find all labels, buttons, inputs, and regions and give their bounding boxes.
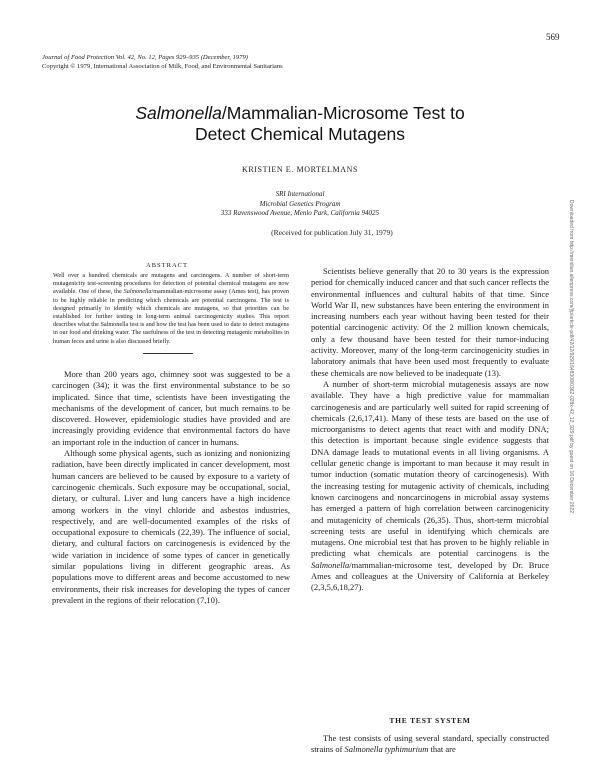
affiliation-line2: Microbial Genetics Program — [259, 199, 341, 208]
author-name: KRISTIEN E. MORTELMANS — [241, 165, 359, 174]
affiliation-line1: SRI International — [275, 190, 325, 198]
download-watermark: Downloaded from http://meridian.allenpress.com/jfp/article-pdf/42/12/929/1648308/0362-028x-42_12_929.pdf by guest on 16 December 2022 — [568, 200, 574, 513]
test-text-after: that are — [428, 744, 456, 755]
page-number: 569 — [546, 32, 560, 42]
left-column — [52, 369, 290, 606]
test-italic: Salmonella typhimurium — [344, 744, 429, 755]
abstract-text-before: Well over a hundred chemicals are mutagens and carcinogens. A number of short-term mutagenicity test-screening procedures for detection of potential chemical mutagens are now available. One of these, the — [53, 272, 289, 296]
left-paragraph-1: More than 200 years ago, chimney soot was suggested to be a carcinogen (34); it was the first environmental substance to be so implicated. Since that time, scientists have been investigating the mechanisms of the development of cancer, but much remains to be discovered. However, epidemiologic studies have provided and are increasingly providing evidence that environmental factors do have an important role in the induction of cancer in humans. — [52, 369, 290, 447]
title-italic-part: Salmonella — [135, 103, 222, 123]
received-date — [60, 228, 540, 237]
right-p2-after: /mammalian-microsome test, developed by Dr. Bruce Ames and colleagues at the University of California at Berkeley (2,3,5,6,18,27). — [311, 559, 549, 593]
right-p2-before: A number of short-term microbial mutagenesis assays are now available. They have a high predictive value for mammalian carcinogenesis and are particularly well suited for rapid screening of chemicals (2,6,17,41). Many of these tests are based on the use of microorganisms to detect agents that react with and modify DNA; this detection is important because single evidence suggests that DNA damage leads to mutational events in all living organisms. A cellular genetic change is important to man because it may result in tumor induction (somatic mutation theory of carcinogenesis). With the increasing testing for mutagenic activity of chemicals, including known carcinogens and noncarcinogens in microbial assay systems has emerged a pattern of high correlation between carcinogenicity and mutagenicity of chemicals (26,35). Thus, short-term microbial screening tests are useful in identifying which chemicals are mutagens. One microbial test that has proven to be highly reliable in predicting what chemicals are potential carcinogens is the — [311, 378, 549, 559]
left-paragraph-2: Although some physical agents, such as ionizing and nonionizing radiation, have been directly implicated in cancer development, most human cancers are believed to be caused by exposure to a variety of carcinogenic chemicals. Such exposure may be occupational, social, dietary, or cultural. Liver and lung cancers have a high incidence among workers in the vinyl chloride and asbestos industries, respectively, and are well-documented examples of the risks of occupational exposure to chemicals (22,39). The influence of social, dietary, and cultural factors on carcinogenesis is evidenced by the wide variation in incidence of some types of cancer in genetically similar populations living in different geographic areas. As populations move to different areas and become accustomed to new environments, their risk increases for developing the types of cancer prevalent in the regions of their relocation (7,10). — [52, 448, 290, 605]
author-affiliation — [60, 190, 540, 219]
section-divider — [143, 353, 193, 354]
right-column — [311, 266, 549, 594]
journal-header — [42, 54, 502, 71]
test-text-before: The test consists of using several standard, specially constructed strains of — [311, 733, 549, 755]
title-line2: Detect Chemical Mutagens — [194, 124, 406, 144]
test-system-paragraph — [311, 733, 549, 756]
right-p2-italic: Salmonella — [311, 559, 350, 570]
right-paragraph-1: Scientists believe generally that 20 to 30 years is the expression period for chemically induced cancer and that such cancer reflects the environmental influences and cultural habits of that time. Since World War II, new substances have been entering the environment in increasing numbers each year without having been tested for their potential carcinogenic activity. Of the 2 million known chemicals, only a few thousand have been tested for their tumor-inducing activity. Moreover, many of the long-term carcinogenicity studies in laboratory animals that have been used most frequently to evaluate these chemicals are now believed to be inadequate (13). — [311, 266, 549, 378]
received-text: (Received for publication July 31, 1979) — [271, 228, 393, 237]
abstract-text-after: /mammalian-microsome assay (Ames test), has proven to be highly reliable in predicting which chemicals are potential carcinogens. The test is designed primarily to identify which chemicals are mutagens, so that priorities can be established for further testing in long-term animal carcinogenicity studies. This report describes what the Salmonella test is and how the test has been used to date to detect mutagens in our food and drinking water. The usefulness of the test in detecting mutagenic metabolites in human feces and urine is also discussed briefly. — [53, 288, 289, 345]
journal-citation: Journal of Food Protection Vol. 42, No. 12, Pages 929–935 (December, 1979) — [42, 54, 248, 61]
abstract-heading: ABSTRACT — [146, 262, 188, 269]
abstract-italic: Salmonella — [123, 288, 152, 296]
title-line1-rest: /Mammalian-Microsome Test to — [221, 103, 465, 123]
journal-copyright: Copyright © 1979, International Association of Milk, Food, and Environmental Sanitarians — [42, 62, 283, 70]
test-system-heading: THE TEST SYSTEM — [389, 716, 471, 725]
abstract-body — [53, 272, 289, 346]
affiliation-line3: 333 Ravenswood Avenue, Menlo Park, California 94025 — [220, 209, 380, 217]
article-title — [60, 103, 540, 145]
right-paragraph-2 — [311, 379, 549, 594]
